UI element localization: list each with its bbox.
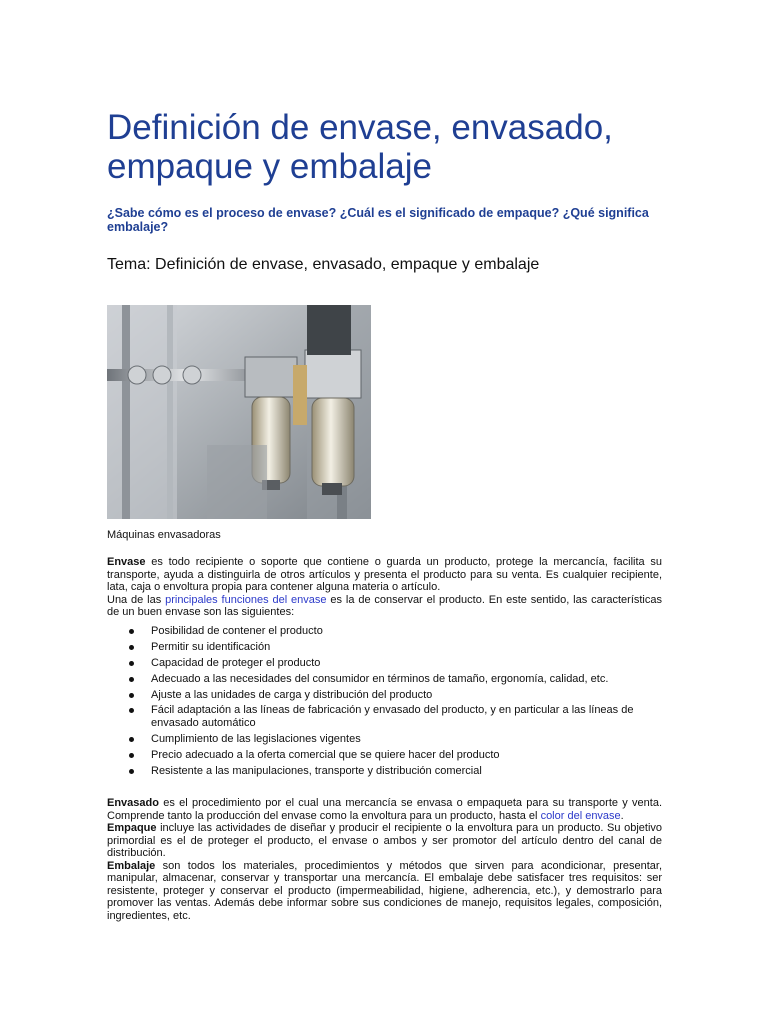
bullet-icon — [129, 645, 134, 650]
principales-funciones-link[interactable]: principales funciones del envase — [165, 593, 327, 606]
envase-term: Envase — [107, 556, 146, 568]
image-caption: Máquinas envasadoras — [107, 529, 221, 541]
envase-para2-suffix: es la de conservar el producto. En este sentido, las características de un buen envase son las siguientes: — [107, 593, 662, 618]
definitions-block — [107, 797, 662, 922]
envase-definition: es todo recipiente o soporte que contiene o guarda un producto, protege la mercancía, facilita su transporte, ayuda a distinguirla de otros artículos y presenta el producto para su venta. Es cualquier recipiente, lata, caja o envoltura propia para contener alguna materia o artículo. — [107, 556, 662, 593]
bullet-icon — [129, 708, 134, 713]
list-item: Cumplimiento de las legislaciones vigentes — [129, 733, 662, 746]
embalaje-paragraph: Embalaje son todos los materiales, procedimientos y métodos que sirven para acondicionar, presentar, manipular, almacenar, conservar y transportar una mercancía. El embalaje debe satisfacer tres requisitos: ser resistente, proteger y conservar el producto (impermeabilidad, higiene, adherencia, etc.), y demostrarlo para promover las ventas. Además debe informar sobre sus condiciones de manejo, requisitos legales, composición, ingredientes, etc. — [107, 859, 662, 922]
list-item: Resistente a las manipulaciones, transporte y distribución comercial — [129, 765, 662, 778]
envasado-term: Envasado — [107, 797, 159, 809]
empaque-paragraph: Empaque incluye las actividades de diseñar y producir el recipiente o la envoltura para un producto. Su objetivo primordial es el de proteger el producto, el envase o ambos y ser promotor del artículo dentro del canal de distribución. — [107, 822, 662, 859]
characteristics-list — [129, 625, 662, 781]
tema-heading: Tema: Definición de envase, envasado, empaque y embalaje — [107, 256, 540, 273]
envase-para2-prefix: Una de las — [107, 593, 166, 606]
empaque-term: Empaque — [107, 822, 157, 834]
bullet-icon — [129, 753, 134, 758]
color-del-envase-link[interactable]: color del envase — [540, 809, 621, 822]
list-item: Capacidad de proteger el producto — [129, 657, 662, 670]
list-item: Permitir su identificación — [129, 641, 662, 654]
bullet-icon — [129, 769, 134, 774]
bullet-icon — [129, 677, 134, 682]
list-item: Fácil adaptación a las líneas de fabricación y envasado del producto, y en particular a las líneas de envasado automático — [129, 704, 662, 729]
bullet-icon — [129, 661, 134, 666]
page-title: Definición de envase, envasado, empaque y embalaje — [107, 108, 613, 186]
list-item: Precio adecuado a la oferta comercial que se quiere hacer del producto — [129, 749, 662, 762]
bullet-icon — [129, 693, 134, 698]
list-item: Ajuste a las unidades de carga y distribución del producto — [129, 689, 662, 702]
list-item: Adecuado a las necesidades del consumidor en términos de tamaño, ergonomía, calidad, etc. — [129, 673, 662, 686]
packaging-machine-photo — [107, 305, 371, 519]
subtitle-questions: ¿Sabe cómo es el proceso de envase? ¿Cuál es el significado de empaque? ¿Qué significa embalaje? — [107, 206, 649, 234]
embalaje-term: Embalaje — [107, 859, 156, 872]
bullet-icon — [129, 737, 134, 742]
envasado-paragraph: Envasado es el procedimiento por el cual una mercancía se envasa o empaqueta para su transporte y venta. Comprende tanto la producción del envase como la envoltura para un producto, hasta el color del envase. — [107, 797, 662, 822]
list-item: Posibilidad de contener el producto — [129, 625, 662, 638]
envase-paragraph — [107, 556, 662, 619]
bullet-icon — [129, 629, 134, 634]
